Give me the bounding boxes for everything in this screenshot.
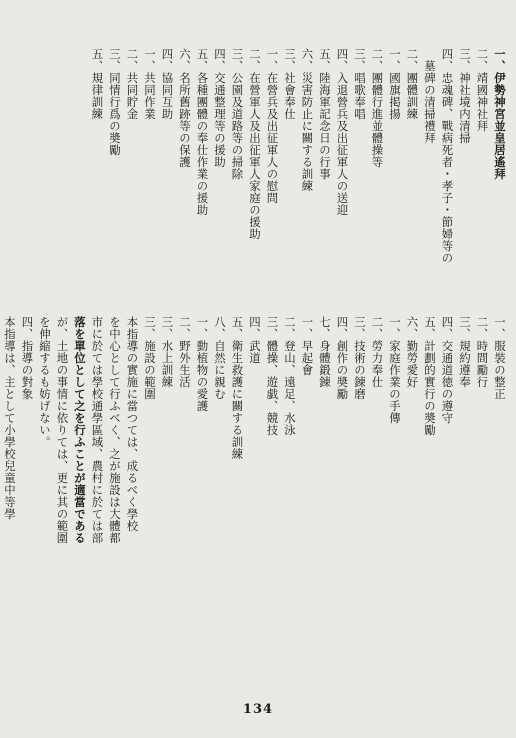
page-number: 134: [242, 702, 274, 717]
text-column: 三、施設の範圍: [143, 316, 157, 400]
text-column: 一、共同作業: [143, 48, 157, 120]
text-column: 三、規約遵奉: [458, 316, 472, 388]
text-column: 五、計劃的實行の奬勵: [423, 316, 437, 436]
text-column: 二、在營軍人及出征軍人家庭の援助: [248, 48, 262, 240]
text-column: 四、交通道徳の遵守: [440, 316, 455, 424]
text-column: 一、動植物の愛護: [195, 316, 210, 412]
text-column: 五、規律訓練: [90, 48, 105, 120]
text-column: 六、名所舊跡等の保護: [178, 48, 192, 168]
text-column: 四、忠魂碑、戰病死者・孝子・節婦等の: [440, 48, 455, 264]
text-column: 五、各種團體の奉仕作業の援助: [195, 48, 210, 216]
text-column: 一、伊勢神宮並皇居遙拜: [493, 48, 507, 180]
text-column: 本指導は、主として小學校兒童中等學: [3, 316, 17, 520]
text-column: 四、武道: [248, 316, 262, 364]
text-column: を中心として行ふべく、之が施設は大體都: [108, 316, 122, 544]
text-column: 三、水上訓練: [160, 316, 175, 388]
text-column: 本指導の實施に當つては、成るべく學校: [125, 316, 140, 532]
text-column: 四、創作の奬勵: [335, 316, 350, 400]
text-column: を伸縮するも妨げない。: [38, 316, 52, 448]
text-column: 七、身體鍛錬: [318, 316, 332, 388]
text-column: 二、共同貯金: [125, 48, 140, 120]
lower-text-block: [3, 316, 508, 688]
text-column: 四、指導の對象: [20, 316, 35, 400]
text-column: 四、協同互助: [160, 48, 175, 120]
text-column: 五、衛生救護に關する訓練: [230, 316, 245, 460]
text-column: 落を單位として之を行ふことが適當である: [73, 316, 87, 544]
text-column: 三、技術の錬磨: [353, 316, 367, 400]
text-column: 三、公園及道路等の掃除: [230, 48, 245, 180]
upper-text-block: [8, 48, 508, 316]
text-column: 四、入退營兵及出征軍人の送迎: [335, 48, 350, 216]
text-column: 三、同情行爲の奬勵: [108, 48, 122, 156]
text-column: 五、陸海軍記念日の行事: [318, 48, 332, 180]
text-column: 市に於ては學校通學區域、農村に於ては部: [90, 316, 105, 544]
text-column: 一、家庭作業の手傳: [388, 316, 402, 424]
text-column: 二、時間勵行: [475, 316, 490, 388]
text-column: 二、團體訓練: [405, 48, 420, 120]
text-column: 二、登山、遠足、水泳: [283, 316, 297, 436]
text-column: 一、國旗掲揚: [388, 48, 402, 120]
text-column: 二、靖國神社拜: [475, 48, 490, 132]
text-column: 三、社會奉仕: [283, 48, 297, 120]
text-column: [0, 316, 1, 688]
text-column: 三、神社境内清掃: [458, 48, 472, 144]
text-column: 三、唱歌奉唱: [353, 48, 367, 120]
text-column: 四、交通整理等の援助: [213, 48, 227, 168]
text-column: 一、服裝の整正: [493, 316, 507, 400]
text-column: 八、自然に親む: [213, 316, 227, 400]
text-column: 六、災害防止に關する訓練: [300, 48, 315, 192]
text-column: が、土地の事情に依りては、更に其の範圍: [55, 316, 70, 544]
text-column: 三、體操、遊戯、競技: [265, 316, 280, 436]
text-column: 一、早起會: [300, 316, 315, 376]
text-column: 二、團體行進並體操等: [370, 48, 385, 168]
text-column: 六、勤勞愛好: [405, 316, 420, 388]
text-column: 二、野外生活: [178, 316, 192, 388]
text-column: 二、勞力奉仕: [370, 316, 385, 388]
text-column: 一、在營兵及出征軍人の慰問: [265, 48, 280, 204]
text-column: 墓碑の清掃禮拜: [423, 48, 437, 144]
